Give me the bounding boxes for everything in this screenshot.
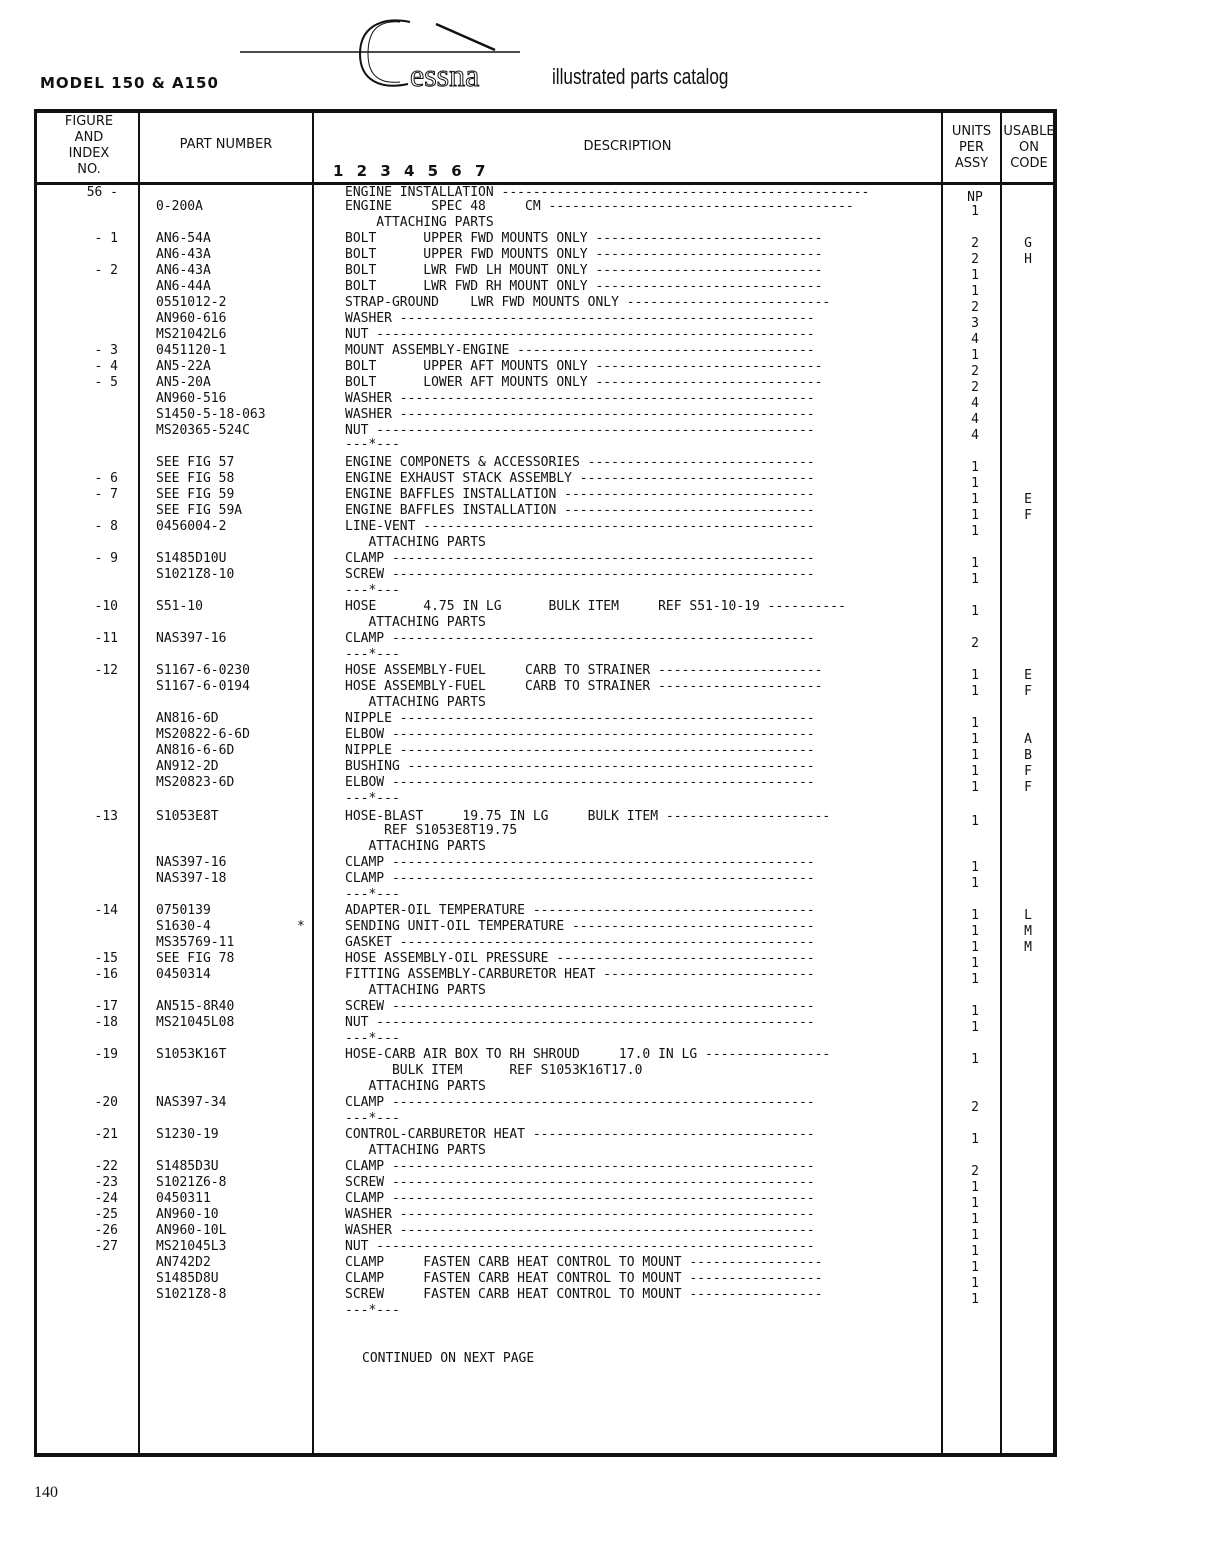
row-part-number: AN6-54A xyxy=(156,231,211,246)
row-index-number: -20 xyxy=(94,1095,118,1110)
row-part-number: MS21045L08 xyxy=(156,1015,235,1030)
row-description: SCREW FASTEN CARB HEAT CONTROL TO MOUNT ----------------- xyxy=(345,1287,823,1302)
row-index-number: -12 xyxy=(94,663,118,678)
row-units-per-assy: 2 xyxy=(971,364,979,379)
row-units-per-assy: 2 xyxy=(971,236,979,251)
row-units-per-assy: 1 xyxy=(971,940,979,955)
row-part-number: SEE FIG 59A xyxy=(156,503,243,518)
row-units-per-assy: 2 xyxy=(971,1164,979,1179)
row-units-per-assy: 1 xyxy=(971,780,979,795)
row-part-number: MS20365-524C xyxy=(156,423,250,438)
row-index-number: -22 xyxy=(94,1159,118,1174)
row-description: ATTACHING PARTS xyxy=(345,535,486,550)
row-usable-code: E xyxy=(1024,492,1032,507)
row-units-per-assy: 1 xyxy=(971,348,979,363)
row-description: ELBOW ------------------------------------------------------ xyxy=(345,727,815,742)
row-units-per-assy: 1 xyxy=(971,716,979,731)
indent-level-digits: 1 2 3 4 5 6 7 xyxy=(333,162,490,180)
row-part-number: AN5-20A xyxy=(156,375,211,390)
row-part-number: SEE FIG 57 xyxy=(156,455,235,470)
row-part-number: MS20822-6-6D xyxy=(156,727,250,742)
row-index-number: -19 xyxy=(94,1047,118,1062)
row-description: HOSE ASSEMBLY-FUEL CARB TO STRAINER --------------------- xyxy=(345,663,823,678)
row-part-number: AN6-44A xyxy=(156,279,211,294)
row-description: CLAMP ------------------------------------------------------ xyxy=(345,1159,815,1174)
row-part-number: S1630-4 xyxy=(156,919,211,934)
row-usable-code: G xyxy=(1024,236,1032,251)
row-part-number: 0-200A xyxy=(156,199,203,214)
row-part-number: S1021Z8-10 xyxy=(156,567,235,582)
row-units-per-assy: 2 xyxy=(971,1100,979,1115)
row-part-number: S1167-6-0230 xyxy=(156,663,250,678)
row-description: WASHER ----------------------------------------------------- xyxy=(345,1223,815,1238)
column-header-usable-on-code: USABLE ON CODE xyxy=(1003,124,1055,171)
row-usable-code: F xyxy=(1024,764,1032,779)
row-description: CLAMP ------------------------------------------------------ xyxy=(345,855,815,870)
row-units-per-assy: 1 xyxy=(971,1004,979,1019)
row-description: ENGINE COMPONETS & ACCESSORIES ----------------------------- xyxy=(345,455,815,470)
row-description: ---*--- xyxy=(345,1031,400,1046)
row-units-per-assy: 3 xyxy=(971,316,979,331)
row-units-per-assy: 1 xyxy=(971,572,979,587)
row-description: ---*--- xyxy=(345,791,400,806)
row-description: CLAMP FASTEN CARB HEAT CONTROL TO MOUNT ----------------- xyxy=(345,1255,823,1270)
row-part-number: S51-10 xyxy=(156,599,203,614)
row-description: BOLT LOWER AFT MOUNTS ONLY ----------------------------- xyxy=(345,375,823,390)
row-part-number: SEE FIG 59 xyxy=(156,487,235,502)
row-index-number: -24 xyxy=(94,1191,118,1206)
row-part-number: S1021Z6-8 xyxy=(156,1175,227,1190)
row-description: HOSE-BLAST 19.75 IN LG BULK ITEM --------------------- xyxy=(345,809,831,824)
row-units-per-assy: 1 xyxy=(971,764,979,779)
row-index-number: - 9 xyxy=(94,551,118,566)
row-index-number: -25 xyxy=(94,1207,118,1222)
row-part-number: SEE FIG 58 xyxy=(156,471,235,486)
row-units-per-assy: 1 xyxy=(971,1292,979,1307)
row-units-per-assy: 1 xyxy=(971,972,979,987)
row-units-per-assy: 1 xyxy=(971,732,979,747)
row-description: CONTROL-CARBURETOR HEAT ------------------------------------ xyxy=(345,1127,815,1142)
row-part-number: AN816-6-6D xyxy=(156,743,235,758)
row-part-number: AN960-516 xyxy=(156,391,227,406)
row-units-per-assy: 1 xyxy=(971,908,979,923)
row-part-number: 0450314 xyxy=(156,967,211,982)
row-description: ADAPTER-OIL TEMPERATURE ------------------------------------ xyxy=(345,903,815,918)
row-part-number: 0451120-1 xyxy=(156,343,227,358)
row-index-number: - 5 xyxy=(94,375,118,390)
row-description: GASKET ----------------------------------------------------- xyxy=(345,935,815,950)
row-units-per-assy: 1 xyxy=(971,268,979,283)
row-part-number: S1485D8U xyxy=(156,1271,219,1286)
row-usable-code: M xyxy=(1024,924,1032,939)
row-units-per-assy: 1 xyxy=(971,1180,979,1195)
row-usable-code: F xyxy=(1024,780,1032,795)
row-description: BOLT UPPER FWD MOUNTS ONLY ----------------------------- xyxy=(345,231,823,246)
row-description: ATTACHING PARTS xyxy=(345,695,486,710)
row-units-per-assy: 1 xyxy=(971,204,979,219)
row-units-per-assy: 1 xyxy=(971,876,979,891)
row-index-number: - 6 xyxy=(94,471,118,486)
row-index-number: -17 xyxy=(94,999,118,1014)
row-units-per-assy: 1 xyxy=(971,684,979,699)
row-description: WASHER ----------------------------------------------------- xyxy=(345,407,815,422)
svg-text:essna: essna xyxy=(410,57,480,93)
row-usable-code: H xyxy=(1024,252,1032,267)
row-part-number: S1053E8T xyxy=(156,809,219,824)
row-description: NUT -------------------------------------------------------- xyxy=(345,423,815,438)
row-index-number: -14 xyxy=(94,903,118,918)
row-description: ENGINE EXHAUST STACK ASSEMBLY ------------------------------ xyxy=(345,471,815,486)
row-description: NUT -------------------------------------------------------- xyxy=(345,1015,815,1030)
row-description: ENGINE BAFFLES INSTALLATION -------------------------------- xyxy=(345,487,815,502)
row-part-number: NAS397-34 xyxy=(156,1095,227,1110)
row-index-number: - 2 xyxy=(94,263,118,278)
row-units-per-assy: 1 xyxy=(971,604,979,619)
row-description: ATTACHING PARTS xyxy=(345,215,494,230)
row-part-number: S1021Z8-8 xyxy=(156,1287,227,1302)
row-description: NIPPLE ----------------------------------------------------- xyxy=(345,711,815,726)
row-part-number: 0456004-2 xyxy=(156,519,227,534)
row-description: ATTACHING PARTS xyxy=(345,1143,486,1158)
row-part-number: MS21045L3 xyxy=(156,1239,227,1254)
row-units-per-assy: 1 xyxy=(971,492,979,507)
row-part-number: 0551012-2 xyxy=(156,295,227,310)
row-index-number: - 4 xyxy=(94,359,118,374)
column-divider xyxy=(312,109,314,1453)
row-description: ---*--- xyxy=(345,1111,400,1126)
row-units-per-assy: 1 xyxy=(971,668,979,683)
row-index-number: -26 xyxy=(94,1223,118,1238)
row-usable-code: F xyxy=(1024,508,1032,523)
row-units-per-assy: 1 xyxy=(971,956,979,971)
cessna-logo xyxy=(240,14,540,100)
row-units-per-assy: 1 xyxy=(971,284,979,299)
row-units-per-assy: 4 xyxy=(971,332,979,347)
row-part-number: SEE FIG 78 xyxy=(156,951,235,966)
row-description: BOLT LWR FWD RH MOUNT ONLY ----------------------------- xyxy=(345,279,823,294)
row-description: HOSE-CARB AIR BOX TO RH SHROUD 17.0 IN LG ---------------- xyxy=(345,1047,831,1062)
row-description: MOUNT ASSEMBLY-ENGINE -------------------------------------- xyxy=(345,343,815,358)
row-description: BOLT LWR FWD LH MOUNT ONLY ----------------------------- xyxy=(345,263,823,278)
row-description: SCREW ------------------------------------------------------ xyxy=(345,567,815,582)
row-description: ATTACHING PARTS xyxy=(345,1079,486,1094)
column-header-units-per-assy: UNITS PER ASSY xyxy=(951,124,992,171)
row-usable-code: A xyxy=(1024,732,1032,747)
row-description: BULK ITEM REF S1053K16T17.0 xyxy=(345,1063,643,1078)
row-description: CLAMP ------------------------------------------------------ xyxy=(345,631,815,646)
row-description: ---*--- xyxy=(345,437,400,452)
row-description: CLAMP ------------------------------------------------------ xyxy=(345,551,815,566)
row-part-number: MS20823-6D xyxy=(156,775,235,790)
row-description: HOSE ASSEMBLY-FUEL CARB TO STRAINER --------------------- xyxy=(345,679,823,694)
row-index-number: - 3 xyxy=(94,343,118,358)
column-header-description: DESCRIPTION xyxy=(583,139,672,154)
row-part-number: AN960-10L xyxy=(156,1223,227,1238)
row-description: ---*--- xyxy=(345,1303,400,1318)
column-header-figure-index: FIGURE AND INDEX NO. xyxy=(64,114,114,177)
row-units-per-assy: 4 xyxy=(971,396,979,411)
row-units-per-assy: 1 xyxy=(971,508,979,523)
row-description: HOSE 4.75 IN LG BULK ITEM REF S51-10-19 ---------- xyxy=(345,599,846,614)
row-index-number: -15 xyxy=(94,951,118,966)
row-part-number: MS35769-11 xyxy=(156,935,235,950)
row-part-number: NAS397-16 xyxy=(156,855,227,870)
row-description: BOLT UPPER FWD MOUNTS ONLY ----------------------------- xyxy=(345,247,823,262)
row-part-number: AN816-6D xyxy=(156,711,219,726)
row-description: ---*--- xyxy=(345,647,400,662)
row-units-per-assy: 1 xyxy=(971,1260,979,1275)
row-units-per-assy: 1 xyxy=(971,556,979,571)
row-part-number: NAS397-16 xyxy=(156,631,227,646)
row-part-number: S1053K16T xyxy=(156,1047,227,1062)
row-units-per-assy: 2 xyxy=(971,252,979,267)
row-usable-code: F xyxy=(1024,684,1032,699)
row-part-number: AN6-43A xyxy=(156,263,211,278)
row-part-number: AN912-2D xyxy=(156,759,219,774)
row-part-number: NAS397-18 xyxy=(156,871,227,886)
row-units-per-assy: 1 xyxy=(971,1020,979,1035)
row-units-per-assy: 1 xyxy=(971,1052,979,1067)
row-units-per-assy: 1 xyxy=(971,476,979,491)
row-part-number: MS21042L6 xyxy=(156,327,227,342)
row-index-number: -13 xyxy=(94,809,118,824)
row-description: ---*--- xyxy=(345,583,400,598)
row-units-per-assy: 2 xyxy=(971,380,979,395)
row-part-number: AN515-8R40 xyxy=(156,999,235,1014)
row-description: SCREW ------------------------------------------------------ xyxy=(345,999,815,1014)
row-description: WASHER ----------------------------------------------------- xyxy=(345,311,815,326)
row-units-per-assy: 1 xyxy=(971,814,979,829)
row-units-per-assy: 1 xyxy=(971,1196,979,1211)
column-header-part-number: PART NUMBER xyxy=(179,137,273,152)
row-units-per-assy: 2 xyxy=(971,300,979,315)
row-description: ---*--- xyxy=(345,887,400,902)
row-description: ATTACHING PARTS xyxy=(345,615,486,630)
row-description: ENGINE INSTALLATION ----------------------------------------------- xyxy=(345,185,870,200)
row-units-per-assy: 2 xyxy=(971,636,979,651)
row-part-number: AN960-616 xyxy=(156,311,227,326)
row-description: NIPPLE ----------------------------------------------------- xyxy=(345,743,815,758)
row-description: FITTING ASSEMBLY-CARBURETOR HEAT --------------------------- xyxy=(345,967,815,982)
row-description: ATTACHING PARTS xyxy=(345,839,486,854)
row-usable-code: M xyxy=(1024,940,1032,955)
row-description: NUT -------------------------------------------------------- xyxy=(345,327,815,342)
row-description: HOSE ASSEMBLY-OIL PRESSURE --------------------------------- xyxy=(345,951,815,966)
row-index-number: -18 xyxy=(94,1015,118,1030)
row-description: WASHER ----------------------------------------------------- xyxy=(345,1207,815,1222)
row-part-number: S1230-19 xyxy=(156,1127,219,1142)
row-part-number: S1485D3U xyxy=(156,1159,219,1174)
row-description: ENGINE BAFFLES INSTALLATION -------------------------------- xyxy=(345,503,815,518)
row-part-number: S1167-6-0194 xyxy=(156,679,250,694)
row-description: ENGINE SPEC 48 CM --------------------------------------- xyxy=(345,199,854,214)
row-part-number: S1450-5-18-063 xyxy=(156,407,266,422)
row-index-number: -23 xyxy=(94,1175,118,1190)
catalog-title: illustrated parts catalog xyxy=(552,64,729,89)
row-index-number: -16 xyxy=(94,967,118,982)
row-units-per-assy: 1 xyxy=(971,1244,979,1259)
row-part-number: 0450311 xyxy=(156,1191,211,1206)
row-index-number: -10 xyxy=(94,599,118,614)
row-units-per-assy: 4 xyxy=(971,428,979,443)
row-description: SCREW ------------------------------------------------------ xyxy=(345,1175,815,1190)
row-description: NUT -------------------------------------------------------- xyxy=(345,1239,815,1254)
column-divider xyxy=(941,109,943,1453)
row-part-number: 0750139 xyxy=(156,903,211,918)
row-description: CLAMP ------------------------------------------------------ xyxy=(345,1191,815,1206)
row-units-per-assy: 1 xyxy=(971,460,979,475)
row-index-number: - 1 xyxy=(94,231,118,246)
column-divider xyxy=(138,109,140,1453)
row-index-number: -11 xyxy=(94,631,118,646)
row-description: CLAMP ------------------------------------------------------ xyxy=(345,871,815,886)
row-description: REF S1053E8T19.75 xyxy=(345,823,518,838)
continued-note: CONTINUED ON NEXT PAGE xyxy=(362,1351,535,1366)
row-description: ATTACHING PARTS xyxy=(345,983,486,998)
row-description: CLAMP ------------------------------------------------------ xyxy=(345,1095,815,1110)
row-index-number: - 7 xyxy=(94,487,118,502)
row-usable-code: B xyxy=(1024,748,1032,763)
row-description: BUSHING ---------------------------------------------------- xyxy=(345,759,815,774)
row-units-per-assy: 1 xyxy=(971,748,979,763)
row-part-number: AN6-43A xyxy=(156,247,211,262)
row-usable-code: L xyxy=(1024,908,1032,923)
row-units-per-assy: NP xyxy=(967,190,983,205)
row-index-number: - 8 xyxy=(94,519,118,534)
row-description: BOLT UPPER AFT MOUNTS ONLY ----------------------------- xyxy=(345,359,823,374)
row-usable-code: E xyxy=(1024,668,1032,683)
row-index-number: -21 xyxy=(94,1127,118,1142)
row-units-per-assy: 1 xyxy=(971,524,979,539)
page-number: 140 xyxy=(34,1484,58,1501)
row-units-per-assy: 4 xyxy=(971,412,979,427)
row-units-per-assy: 1 xyxy=(971,1132,979,1147)
row-marker-asterisk: * xyxy=(297,919,305,934)
row-part-number: AN960-10 xyxy=(156,1207,219,1222)
row-part-number: AN742D2 xyxy=(156,1255,211,1270)
row-description: ELBOW ------------------------------------------------------ xyxy=(345,775,815,790)
row-description: STRAP-GROUND LWR FWD MOUNTS ONLY -------------------------- xyxy=(345,295,831,310)
model-title: MODEL 150 & A150 xyxy=(40,74,219,92)
row-units-per-assy: 1 xyxy=(971,924,979,939)
row-units-per-assy: 1 xyxy=(971,1228,979,1243)
row-units-per-assy: 1 xyxy=(971,1276,979,1291)
row-description: WASHER ----------------------------------------------------- xyxy=(345,391,815,406)
row-description: LINE-VENT -------------------------------------------------- xyxy=(345,519,815,534)
row-units-per-assy: 1 xyxy=(971,860,979,875)
row-index-number: 56 - xyxy=(86,185,118,200)
row-description: SENDING UNIT-OIL TEMPERATURE ------------------------------- xyxy=(345,919,815,934)
row-part-number: S1485D10U xyxy=(156,551,227,566)
row-description: CLAMP FASTEN CARB HEAT CONTROL TO MOUNT ----------------- xyxy=(345,1271,823,1286)
row-index-number: -27 xyxy=(94,1239,118,1254)
row-part-number: AN5-22A xyxy=(156,359,211,374)
row-units-per-assy: 1 xyxy=(971,1212,979,1227)
